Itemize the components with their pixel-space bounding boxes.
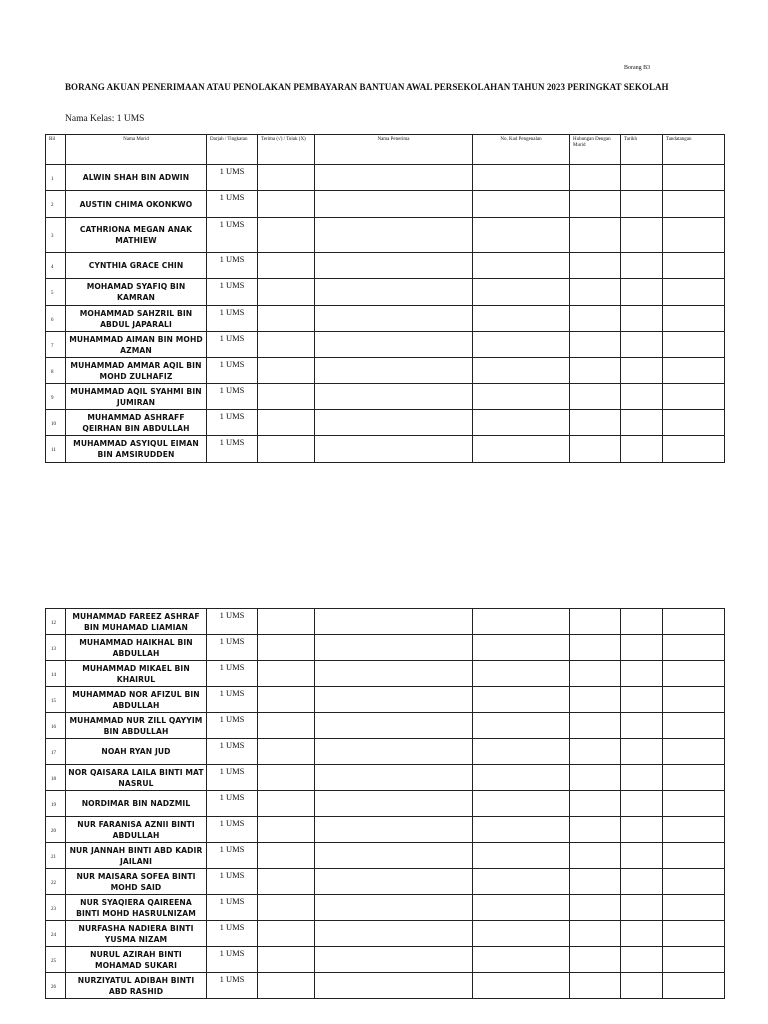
header-kad-pengenalan: No. Kad Pengenalan [473, 135, 570, 165]
accept-reject-cell[interactable] [258, 921, 315, 947]
student-name: AUSTIN CHIMA OKONKWO [66, 191, 207, 218]
student-name: NOAH RYAN JUD [66, 739, 207, 765]
ic-number-cell[interactable] [473, 869, 570, 895]
table-row [46, 332, 725, 358]
student-name: MUHAMMAD AMMAR AQIL BIN MOHD ZULHAFIZ [66, 358, 207, 384]
date-cell[interactable] [621, 332, 663, 358]
student-name: MUHAMMAD AIMAN BIN MOHD AZMAN [66, 332, 207, 358]
accept-reject-cell[interactable] [258, 791, 315, 817]
header-tandatangan: Tandatangan [663, 135, 725, 165]
class-cell: 1 UMS [207, 165, 258, 191]
row-number: 20 [46, 817, 66, 843]
table-row [46, 279, 725, 306]
student-name: NUR FARANISA AZNII BINTI ABDULLAH [66, 817, 207, 843]
relationship-cell[interactable] [570, 253, 621, 279]
ic-number-cell[interactable] [473, 843, 570, 869]
date-cell[interactable] [621, 279, 663, 306]
signature-cell[interactable] [663, 384, 725, 410]
date-cell[interactable] [621, 635, 663, 661]
recipient-name-cell[interactable] [315, 869, 473, 895]
header-darjah: Darjah / Tingkatan [207, 135, 258, 165]
row-number: 12 [46, 609, 66, 635]
ic-number-cell[interactable] [473, 384, 570, 410]
student-name: NUR JANNAH BINTI ABD KADIR JAILANI [66, 843, 207, 869]
student-name: MUHAMMAD MIKAEL BIN KHAIRUL [66, 661, 207, 687]
recipient-name-cell[interactable] [315, 843, 473, 869]
signature-cell[interactable] [663, 358, 725, 384]
recipient-name-cell[interactable] [315, 279, 473, 306]
recipient-name-cell[interactable] [315, 973, 473, 999]
row-number: 8 [46, 358, 66, 384]
row-number: 15 [46, 687, 66, 713]
row-number: 24 [46, 921, 66, 947]
recipient-name-cell[interactable] [315, 635, 473, 661]
relationship-cell[interactable] [570, 609, 621, 635]
ic-number-cell[interactable] [473, 739, 570, 765]
table-row [46, 410, 725, 436]
class-cell: 1 UMS [207, 306, 258, 332]
student-name: NUR SYAQIERA QAIREENA BINTI MOHD HASRULNIZAM [66, 895, 207, 921]
accept-reject-cell[interactable] [258, 765, 315, 791]
ic-number-cell[interactable] [473, 609, 570, 635]
class-cell: 1 UMS [207, 661, 258, 687]
relationship-cell[interactable] [570, 165, 621, 191]
class-cell: 1 UMS [207, 436, 258, 463]
student-name: ALWIN SHAH BIN ADWIN [66, 165, 207, 191]
row-number: 19 [46, 791, 66, 817]
class-cell: 1 UMS [207, 765, 258, 791]
header-hubungan: Hubungan Dengan Murid [570, 135, 621, 165]
class-cell: 1 UMS [207, 843, 258, 869]
table-row [46, 739, 725, 765]
table-row [46, 253, 725, 279]
relationship-cell[interactable] [570, 279, 621, 306]
date-cell[interactable] [621, 791, 663, 817]
signature-cell[interactable] [663, 843, 725, 869]
recipient-name-cell[interactable] [315, 713, 473, 739]
ic-number-cell[interactable] [473, 635, 570, 661]
accept-reject-cell[interactable] [258, 253, 315, 279]
row-number: 3 [46, 218, 66, 253]
recipient-name-cell[interactable] [315, 358, 473, 384]
signature-cell[interactable] [663, 253, 725, 279]
table-row [46, 661, 725, 687]
signature-cell[interactable] [663, 191, 725, 218]
date-cell[interactable] [621, 661, 663, 687]
student-name: NURFASHA NADIERA BINTI YUSMA NIZAM [66, 921, 207, 947]
recipient-name-cell[interactable] [315, 921, 473, 947]
signature-cell[interactable] [663, 306, 725, 332]
student-name: MUHAMMAD AQIL SYAHMI BIN JUMIRAN [66, 384, 207, 410]
class-cell: 1 UMS [207, 609, 258, 635]
relationship-cell[interactable] [570, 306, 621, 332]
relationship-cell[interactable] [570, 791, 621, 817]
class-label: Nama Kelas: 1 UMS [65, 114, 145, 124]
accept-reject-cell[interactable] [258, 973, 315, 999]
table-row [46, 609, 725, 635]
accept-reject-cell[interactable] [258, 410, 315, 436]
table-row [46, 765, 725, 791]
accept-reject-cell[interactable] [258, 895, 315, 921]
ic-number-cell[interactable] [473, 332, 570, 358]
accept-reject-cell[interactable] [258, 661, 315, 687]
student-name: MUHAMMAD FAREEZ ASHRAF BIN MUHAMAD LIAMIAN [66, 609, 207, 635]
class-cell: 1 UMS [207, 973, 258, 999]
accept-reject-cell[interactable] [258, 191, 315, 218]
accept-reject-cell[interactable] [258, 635, 315, 661]
ic-number-cell[interactable] [473, 410, 570, 436]
recipient-name-cell[interactable] [315, 791, 473, 817]
signature-cell[interactable] [663, 739, 725, 765]
relationship-cell[interactable] [570, 687, 621, 713]
table-row [46, 713, 725, 739]
row-number: 13 [46, 635, 66, 661]
ic-number-cell[interactable] [473, 218, 570, 253]
relationship-cell[interactable] [570, 410, 621, 436]
accept-reject-cell[interactable] [258, 279, 315, 306]
signature-cell[interactable] [663, 947, 725, 973]
student-name: CATHRIONA MEGAN ANAK MATHIEW [66, 218, 207, 253]
student-name: NURZIYATUL ADIBAH BINTI ABD RASHID [66, 973, 207, 999]
accept-reject-cell[interactable] [258, 687, 315, 713]
relationship-cell[interactable] [570, 921, 621, 947]
ic-number-cell[interactable] [473, 191, 570, 218]
recipient-name-cell[interactable] [315, 332, 473, 358]
ic-number-cell[interactable] [473, 973, 570, 999]
relationship-cell[interactable] [570, 869, 621, 895]
table-row [46, 921, 725, 947]
row-number: 14 [46, 661, 66, 687]
header-tarikh: Tarikh [621, 135, 663, 165]
ic-number-cell[interactable] [473, 436, 570, 463]
recipient-name-cell[interactable] [315, 384, 473, 410]
row-number: 18 [46, 765, 66, 791]
table-row [46, 191, 725, 218]
accept-reject-cell[interactable] [258, 713, 315, 739]
date-cell[interactable] [621, 384, 663, 410]
ic-number-cell[interactable] [473, 279, 570, 306]
student-name: MUHAMMAD NOR AFIZUL BIN ABDULLAH [66, 687, 207, 713]
accept-reject-cell[interactable] [258, 332, 315, 358]
recipient-name-cell[interactable] [315, 410, 473, 436]
header-nama-murid: Nama Murid [66, 135, 207, 165]
accept-reject-cell[interactable] [258, 817, 315, 843]
date-cell[interactable] [621, 306, 663, 332]
signature-cell[interactable] [663, 436, 725, 463]
student-name: MUHAMMAD ASYIQUL EIMAN BIN AMSIRUDDEN [66, 436, 207, 463]
accept-reject-cell[interactable] [258, 947, 315, 973]
ic-number-cell[interactable] [473, 713, 570, 739]
date-cell[interactable] [621, 358, 663, 384]
row-number: 16 [46, 713, 66, 739]
class-cell: 1 UMS [207, 921, 258, 947]
signature-cell[interactable] [663, 817, 725, 843]
header-terima-tolak: Terima (√) / Tolak (X) [258, 135, 315, 165]
recipient-name-cell[interactable] [315, 765, 473, 791]
student-name: MOHAMAD SYAFIQ BIN KAMRAN [66, 279, 207, 306]
table-row [46, 165, 725, 191]
recipient-name-cell[interactable] [315, 218, 473, 253]
signature-cell[interactable] [663, 765, 725, 791]
date-cell[interactable] [621, 191, 663, 218]
ic-number-cell[interactable] [473, 765, 570, 791]
date-cell[interactable] [621, 436, 663, 463]
signature-cell[interactable] [663, 635, 725, 661]
table-row [46, 817, 725, 843]
date-cell[interactable] [621, 973, 663, 999]
relationship-cell[interactable] [570, 218, 621, 253]
row-number: 21 [46, 843, 66, 869]
date-cell[interactable] [621, 739, 663, 765]
date-cell[interactable] [621, 947, 663, 973]
signature-cell[interactable] [663, 332, 725, 358]
date-cell[interactable] [621, 869, 663, 895]
relationship-cell[interactable] [570, 661, 621, 687]
accept-reject-cell[interactable] [258, 306, 315, 332]
recipient-name-cell[interactable] [315, 306, 473, 332]
relationship-cell[interactable] [570, 843, 621, 869]
form-title: BORANG AKUAN PENERIMAAN ATAU PENOLAKAN PEMBAYARAN BANTUAN AWAL PERSEKOLAHAN TAHUN 2023 PERINGKAT SEKOLAH [65, 82, 669, 92]
signature-cell[interactable] [663, 791, 725, 817]
date-cell[interactable] [621, 253, 663, 279]
relationship-cell[interactable] [570, 332, 621, 358]
form-code: Borang B3 [624, 65, 651, 71]
ic-number-cell[interactable] [473, 921, 570, 947]
student-name: NORDIMAR BIN NADZMIL [66, 791, 207, 817]
relationship-cell[interactable] [570, 973, 621, 999]
recipient-name-cell[interactable] [315, 947, 473, 973]
accept-reject-cell[interactable] [258, 384, 315, 410]
class-cell: 1 UMS [207, 358, 258, 384]
table-row [46, 687, 725, 713]
table-row [46, 358, 725, 384]
class-cell: 1 UMS [207, 218, 258, 253]
student-name: NURUL AZIRAH BINTI MOHAMAD SUKARI [66, 947, 207, 973]
table-row [46, 436, 725, 463]
table-header-row [46, 135, 725, 165]
row-number: 10 [46, 410, 66, 436]
class-cell: 1 UMS [207, 817, 258, 843]
accept-reject-cell[interactable] [258, 436, 315, 463]
class-cell: 1 UMS [207, 687, 258, 713]
recipient-name-cell[interactable] [315, 895, 473, 921]
table-row [46, 973, 725, 999]
signature-cell[interactable] [663, 921, 725, 947]
relationship-cell[interactable] [570, 713, 621, 739]
header-nama-penerima: Nama Penerima [315, 135, 473, 165]
row-number: 11 [46, 436, 66, 463]
date-cell[interactable] [621, 609, 663, 635]
relationship-cell[interactable] [570, 739, 621, 765]
recipient-name-cell[interactable] [315, 165, 473, 191]
row-number: 26 [46, 973, 66, 999]
relationship-cell[interactable] [570, 436, 621, 463]
class-cell: 1 UMS [207, 895, 258, 921]
recipients-table-page-1 [45, 134, 725, 463]
date-cell[interactable] [621, 765, 663, 791]
recipients-table-page-2 [45, 608, 725, 999]
class-cell: 1 UMS [207, 191, 258, 218]
class-cell: 1 UMS [207, 253, 258, 279]
class-cell: 1 UMS [207, 410, 258, 436]
signature-cell[interactable] [663, 410, 725, 436]
table-row [46, 947, 725, 973]
class-cell: 1 UMS [207, 869, 258, 895]
row-number: 17 [46, 739, 66, 765]
recipient-name-cell[interactable] [315, 191, 473, 218]
class-cell: 1 UMS [207, 739, 258, 765]
class-cell: 1 UMS [207, 635, 258, 661]
row-number: 22 [46, 869, 66, 895]
signature-cell[interactable] [663, 895, 725, 921]
date-cell[interactable] [621, 218, 663, 253]
signature-cell[interactable] [663, 165, 725, 191]
relationship-cell[interactable] [570, 384, 621, 410]
recipient-name-cell[interactable] [315, 436, 473, 463]
row-number: 5 [46, 279, 66, 306]
class-cell: 1 UMS [207, 713, 258, 739]
date-cell[interactable] [621, 921, 663, 947]
row-number: 2 [46, 191, 66, 218]
signature-cell[interactable] [663, 279, 725, 306]
row-number: 7 [46, 332, 66, 358]
class-cell: 1 UMS [207, 279, 258, 306]
student-name: MUHAMMAD HAIKHAL BIN ABDULLAH [66, 635, 207, 661]
relationship-cell[interactable] [570, 817, 621, 843]
row-number: 25 [46, 947, 66, 973]
table-row [46, 306, 725, 332]
recipient-name-cell[interactable] [315, 609, 473, 635]
date-cell[interactable] [621, 817, 663, 843]
date-cell[interactable] [621, 895, 663, 921]
ic-number-cell[interactable] [473, 358, 570, 384]
student-name: MUHAMMAD ASHRAFF QEIRHAN BIN ABDULLAH [66, 410, 207, 436]
ic-number-cell[interactable] [473, 661, 570, 687]
ic-number-cell[interactable] [473, 817, 570, 843]
header-bil: Bil [46, 135, 66, 165]
accept-reject-cell[interactable] [258, 869, 315, 895]
student-name: NOR QAISARA LAILA BINTI MAT NASRUL [66, 765, 207, 791]
ic-number-cell[interactable] [473, 253, 570, 279]
student-name: CYNTHIA GRACE CHIN [66, 253, 207, 279]
table-row [46, 384, 725, 410]
table-row [46, 843, 725, 869]
recipient-name-cell[interactable] [315, 739, 473, 765]
signature-cell[interactable] [663, 973, 725, 999]
row-number: 6 [46, 306, 66, 332]
student-name: MOHAMMAD SAHZRIL BIN ABDUL JAPARALI [66, 306, 207, 332]
relationship-cell[interactable] [570, 358, 621, 384]
date-cell[interactable] [621, 165, 663, 191]
date-cell[interactable] [621, 410, 663, 436]
table-row [46, 869, 725, 895]
accept-reject-cell[interactable] [258, 843, 315, 869]
date-cell[interactable] [621, 687, 663, 713]
ic-number-cell[interactable] [473, 791, 570, 817]
recipient-name-cell[interactable] [315, 253, 473, 279]
relationship-cell[interactable] [570, 635, 621, 661]
date-cell[interactable] [621, 713, 663, 739]
table-row [46, 791, 725, 817]
class-cell: 1 UMS [207, 791, 258, 817]
signature-cell[interactable] [663, 609, 725, 635]
ic-number-cell[interactable] [473, 165, 570, 191]
accept-reject-cell[interactable] [258, 358, 315, 384]
ic-number-cell[interactable] [473, 947, 570, 973]
student-name: MUHAMMAD NUR ZILL QAYYIM BIN ABDULLAH [66, 713, 207, 739]
table-row [46, 895, 725, 921]
student-name: NUR MAISARA SOFEA BINTI MOHD SAID [66, 869, 207, 895]
table-row [46, 635, 725, 661]
table-row [46, 218, 725, 253]
signature-cell[interactable] [663, 713, 725, 739]
recipient-name-cell[interactable] [315, 687, 473, 713]
relationship-cell[interactable] [570, 895, 621, 921]
signature-cell[interactable] [663, 687, 725, 713]
class-cell: 1 UMS [207, 332, 258, 358]
class-cell: 1 UMS [207, 384, 258, 410]
ic-number-cell[interactable] [473, 306, 570, 332]
row-number: 9 [46, 384, 66, 410]
ic-number-cell[interactable] [473, 687, 570, 713]
row-number: 4 [46, 253, 66, 279]
recipient-name-cell[interactable] [315, 661, 473, 687]
row-number: 23 [46, 895, 66, 921]
recipient-name-cell[interactable] [315, 817, 473, 843]
accept-reject-cell[interactable] [258, 739, 315, 765]
accept-reject-cell[interactable] [258, 165, 315, 191]
class-cell: 1 UMS [207, 947, 258, 973]
ic-number-cell[interactable] [473, 895, 570, 921]
relationship-cell[interactable] [570, 947, 621, 973]
signature-cell[interactable] [663, 218, 725, 253]
accept-reject-cell[interactable] [258, 609, 315, 635]
signature-cell[interactable] [663, 661, 725, 687]
row-number: 1 [46, 165, 66, 191]
accept-reject-cell[interactable] [258, 218, 315, 253]
signature-cell[interactable] [663, 869, 725, 895]
relationship-cell[interactable] [570, 191, 621, 218]
date-cell[interactable] [621, 843, 663, 869]
relationship-cell[interactable] [570, 765, 621, 791]
